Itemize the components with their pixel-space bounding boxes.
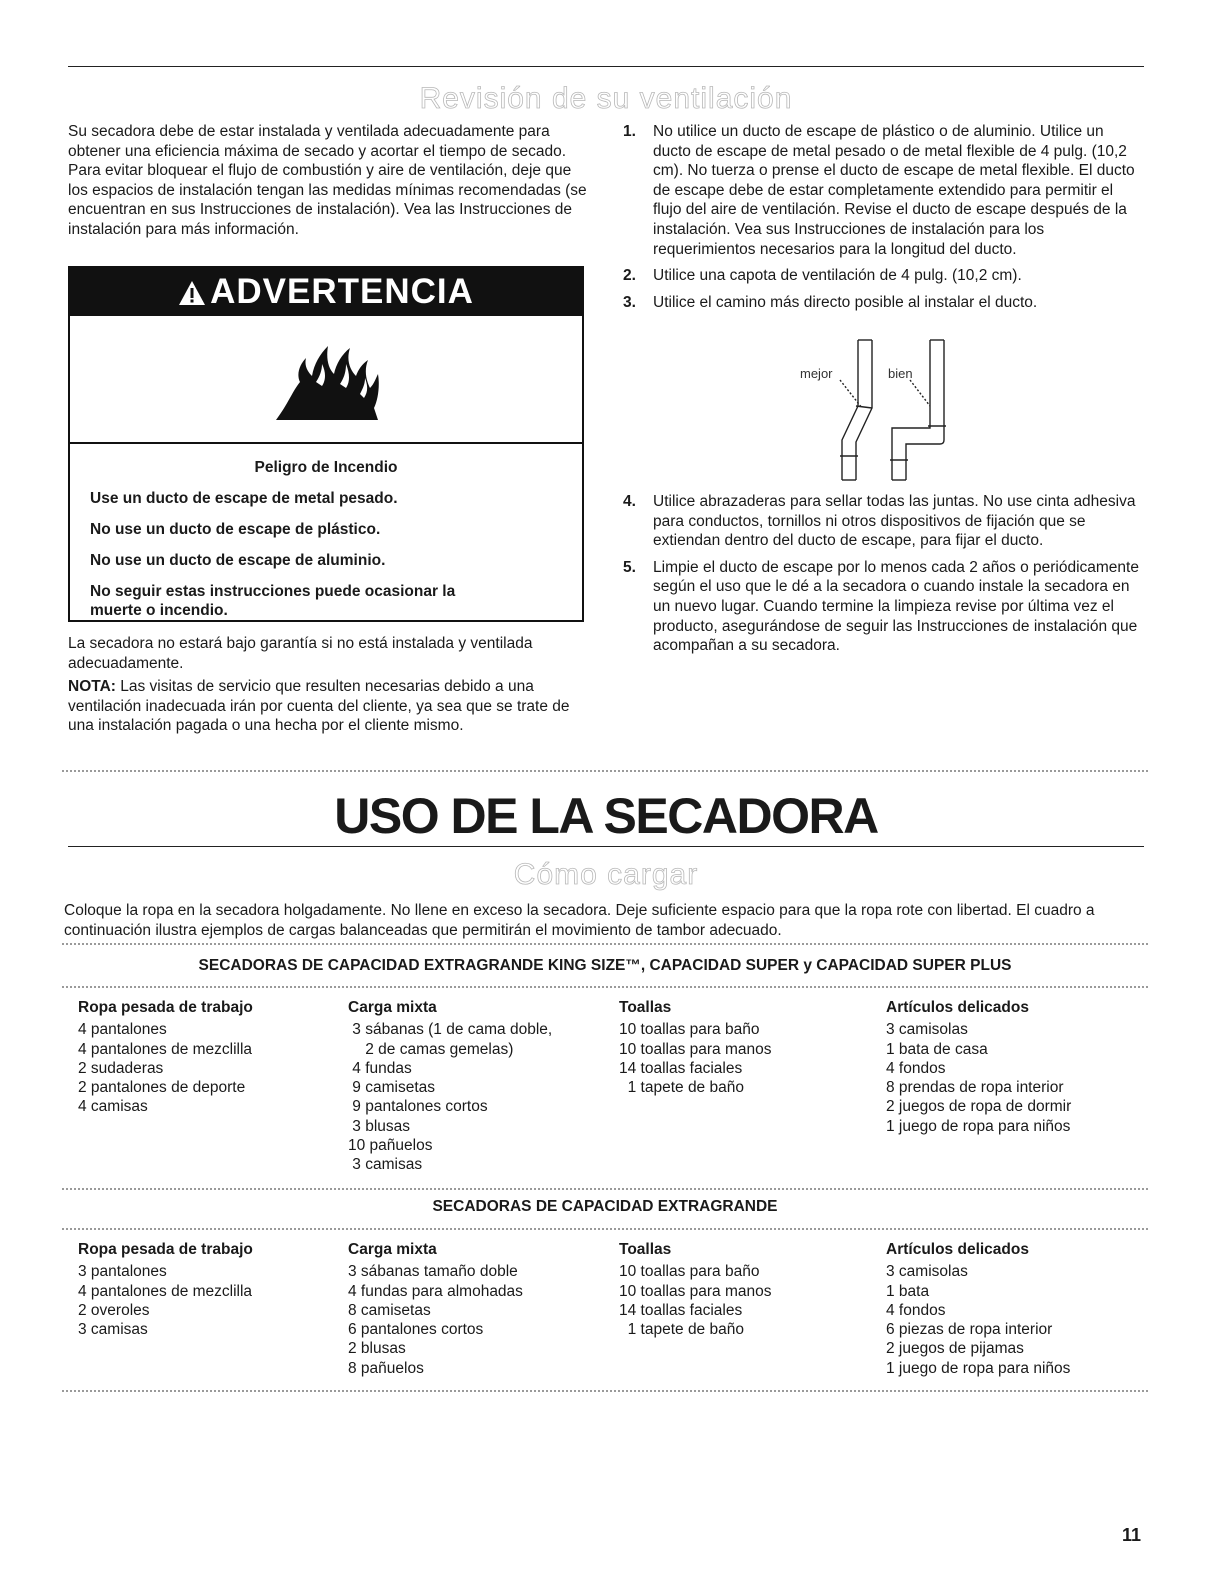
nota-paragraph (68, 677, 590, 736)
main-section-title: USO DE LA SECADORA (334, 788, 878, 844)
vent-steps-top (623, 122, 1143, 319)
list-item: 2 juegos de pijamas (886, 1340, 1024, 1358)
list-item: 3 blusas (348, 1117, 411, 1135)
table1-col-delicates (886, 998, 1146, 1136)
col-header: Artículos delicados (886, 999, 1029, 1016)
step-item (623, 293, 1143, 313)
list-item: 10 toallas para baño (619, 1021, 760, 1039)
list-item: 2 juegos de ropa de dormir (886, 1098, 1072, 1116)
step-number: 3. (623, 293, 636, 311)
list-item: 4 camisas (78, 1098, 148, 1116)
list-item: 4 fondos (886, 1301, 946, 1319)
loading-section-title: Cómo cargar (513, 858, 699, 891)
step-number: 5. (623, 558, 636, 576)
list-item: 1 juego de ropa para niños (886, 1359, 1071, 1377)
table1-col-towels (619, 998, 869, 1097)
step-item (623, 122, 1143, 259)
duct-best-shape (842, 340, 872, 480)
warning-triangle-icon (178, 280, 206, 306)
list-item: 14 toallas faciales (619, 1301, 743, 1319)
table1-title: SECADORAS DE CAPACIDAD EXTRAGRANDE KING SIZE™, CAPACIDAD SUPER y CAPACIDAD SUPER PLUS (198, 957, 1012, 974)
warning-line: No use un ducto de escape de plástico. (90, 521, 381, 538)
list-item: 4 pantalones de mezclilla (78, 1040, 253, 1058)
table2-col-delicates (886, 1240, 1146, 1378)
warning-line: No seguir estas instrucciones puede ocasionar la muerte o incendio. (90, 583, 456, 619)
duct-good-shape (892, 340, 944, 480)
list-item: 6 pantalones cortos (348, 1321, 484, 1339)
col-header: Carga mixta (348, 999, 437, 1016)
step-text: Utilice el camino más directo posible al instalar el ducto. (653, 293, 1038, 311)
warning-box (68, 266, 584, 622)
list-item: 14 toallas faciales (619, 1059, 743, 1077)
table2-col-towels (619, 1240, 869, 1339)
warning-line: Use un ducto de escape de metal pesado. (90, 490, 398, 507)
step-text: Utilice abrazaderas para sellar todas las juntas. No use cinta adhesiva para conductos, tornillos ni otros dispositivos de fijación que se extiendan dentro del ducto de escape, para fijar el ducto. (653, 493, 1136, 550)
table1-col-mixed (348, 998, 608, 1175)
list-item: 1 juego de ropa para niños (886, 1117, 1071, 1135)
list-item: 8 camisetas (348, 1301, 431, 1319)
vent-intro-text: Su secadora debe de estar instalada y ventilada adecuadamente para obtener una eficiencia máxima de secado y acortar el tiempo de secado. Para evitar bloquear el flujo de combustión y aire de ventilación, deje que los espacios de instalación tengan las medidas mínimas recomendadas (se encuentran en sus Instrucciones de instalación). Vea las Instrucciones de instalación para más información. (68, 123, 587, 238)
steps-list (623, 122, 1143, 312)
table2-top-border (62, 1188, 1148, 1190)
warranty-note: La secadora no estará bajo garantía si no está instalada y ventilada adecuadamente. (68, 635, 533, 672)
list-item: 2 de camas gemelas) (348, 1040, 514, 1058)
step-item (623, 266, 1143, 286)
nota-label: NOTA: (68, 678, 116, 696)
list-item: 3 camisas (348, 1156, 423, 1174)
warning-body (70, 444, 582, 620)
top-rule (68, 66, 1144, 67)
table1-header-border (62, 986, 1148, 988)
list-item: 2 pantalones de deporte (78, 1079, 246, 1097)
table2-col-heavy (78, 1240, 338, 1339)
list-item: 2 sudaderas (78, 1059, 164, 1077)
list-item: 3 camisolas (886, 1263, 968, 1281)
col-header: Carga mixta (348, 1241, 437, 1258)
list-item: 9 camisetas (348, 1079, 436, 1097)
warning-header (70, 268, 582, 316)
list-item: 8 prendas de ropa interior (886, 1079, 1064, 1097)
step-number: 4. (623, 493, 636, 510)
hazard-title: Peligro de Incendio (254, 459, 398, 476)
list-item: 10 pañuelos (348, 1137, 433, 1155)
list-item: 10 toallas para manos (619, 1040, 772, 1058)
step-text: Limpie el ducto de escape por lo menos cada 2 años o periódicamente según el uso que le dé a la secadora o cuando instale la secadora en un nuevo lugar. Cuando termine la limpieza revise por última vez el producto, asegurándose de seguir las Instrucciones de instalación que acompañan a su secadora. (653, 558, 1139, 655)
list-item: 4 fundas para almohadas (348, 1282, 523, 1300)
list-item: 4 pantalones (78, 1021, 167, 1039)
step-number: 1. (623, 123, 636, 140)
steps-list-continued (623, 492, 1143, 656)
table2-title: SECADORAS DE CAPACIDAD EXTRAGRANDE (432, 1198, 778, 1215)
step-text: No utilice un ducto de escape de plástico o de aluminio. Utilice un ducto de escape de metal pesado o de metal flexible de 4 pulg. (10,2 cm). No tuerza o prense el ducto de escape de metal flexible. El ducto de escape debe de estar completamente extendido para permitir el flujo del aire de ventilación. Revise el ducto de escape después de la instalación. Vea sus Instrucciones de instalación para los requerimientos necesarios para la longitud del ducto. (653, 123, 1135, 258)
main-title-rule (68, 846, 1144, 847)
vent-notes (68, 634, 590, 740)
fire-hazard-icon (270, 334, 390, 424)
col-header: Ropa pesada de trabajo (78, 1241, 253, 1258)
list-item: 4 fundas (348, 1059, 412, 1077)
list-item: 3 camisolas (886, 1021, 968, 1039)
list-item: 6 piezas de ropa interior (886, 1321, 1053, 1339)
list-item: 4 pantalones de mezclilla (78, 1282, 253, 1300)
warning-line: No use un ducto de escape de aluminio. (90, 552, 386, 569)
step-number: 2. (623, 267, 636, 285)
step-item (623, 492, 1143, 551)
list-item: 3 sábanas tamaño doble (348, 1263, 518, 1281)
label-good: bien (888, 366, 913, 381)
table1-top-border (62, 943, 1148, 945)
step-item (623, 558, 1143, 656)
col-header: Ropa pesada de trabajo (78, 999, 253, 1016)
loading-intro: Coloque la ropa en la secadora holgadamente. No llene en exceso la secadora. Deje suficiente espacio para que la ropa rote con libertad. El cuadro a continuación ilustra ejemplos de cargas balanceadas que permitirán el movimiento de tambor adecuado. (64, 902, 1095, 939)
col-header: Toallas (619, 999, 672, 1016)
duct-diagram (780, 336, 1000, 486)
list-item: 1 tapete de baño (619, 1079, 744, 1097)
list-item: 4 fondos (886, 1059, 946, 1077)
list-item: 8 pañuelos (348, 1359, 424, 1377)
warning-header-label: ADVERTENCIA (210, 272, 474, 311)
vent-intro (68, 122, 590, 244)
vent-steps-bottom (623, 492, 1143, 663)
col-header: Toallas (619, 1241, 672, 1258)
list-item: 2 overoles (78, 1301, 150, 1319)
nota-text: Las visitas de servicio que resulten necesarias debido a una ventilación inadecuada irán por cuenta del cliente, ya sea que se trate de una instalación pagada o una hecha por el cliente mismo. (68, 678, 570, 735)
page-number: 11 (1122, 1525, 1142, 1545)
list-item: 1 tapete de baño (619, 1321, 744, 1339)
list-item: 1 bata de casa (886, 1040, 988, 1058)
list-item: 9 pantalones cortos (348, 1098, 488, 1116)
step-text: Utilice una capota de ventilación de 4 pulg. (10,2 cm). (653, 267, 1022, 285)
table1-col-heavy (78, 998, 338, 1117)
list-item: 3 pantalones (78, 1263, 167, 1281)
table2-bottom-border (62, 1390, 1148, 1392)
list-item: 10 toallas para manos (619, 1282, 772, 1300)
list-item: 2 blusas (348, 1340, 406, 1358)
section-divider (62, 770, 1148, 772)
list-item: 3 camisas (78, 1321, 148, 1339)
fire-icon-area (70, 316, 582, 444)
list-item: 10 toallas para baño (619, 1263, 760, 1281)
vent-section-title: Revisión de su ventilación (419, 82, 793, 115)
table2-col-mixed (348, 1240, 608, 1378)
table2-header-border (62, 1228, 1148, 1230)
label-best: mejor (800, 366, 833, 381)
list-item: 1 bata (886, 1282, 930, 1300)
list-item: 3 sábanas (1 de cama doble, (348, 1021, 553, 1039)
col-header: Artículos delicados (886, 1241, 1029, 1258)
